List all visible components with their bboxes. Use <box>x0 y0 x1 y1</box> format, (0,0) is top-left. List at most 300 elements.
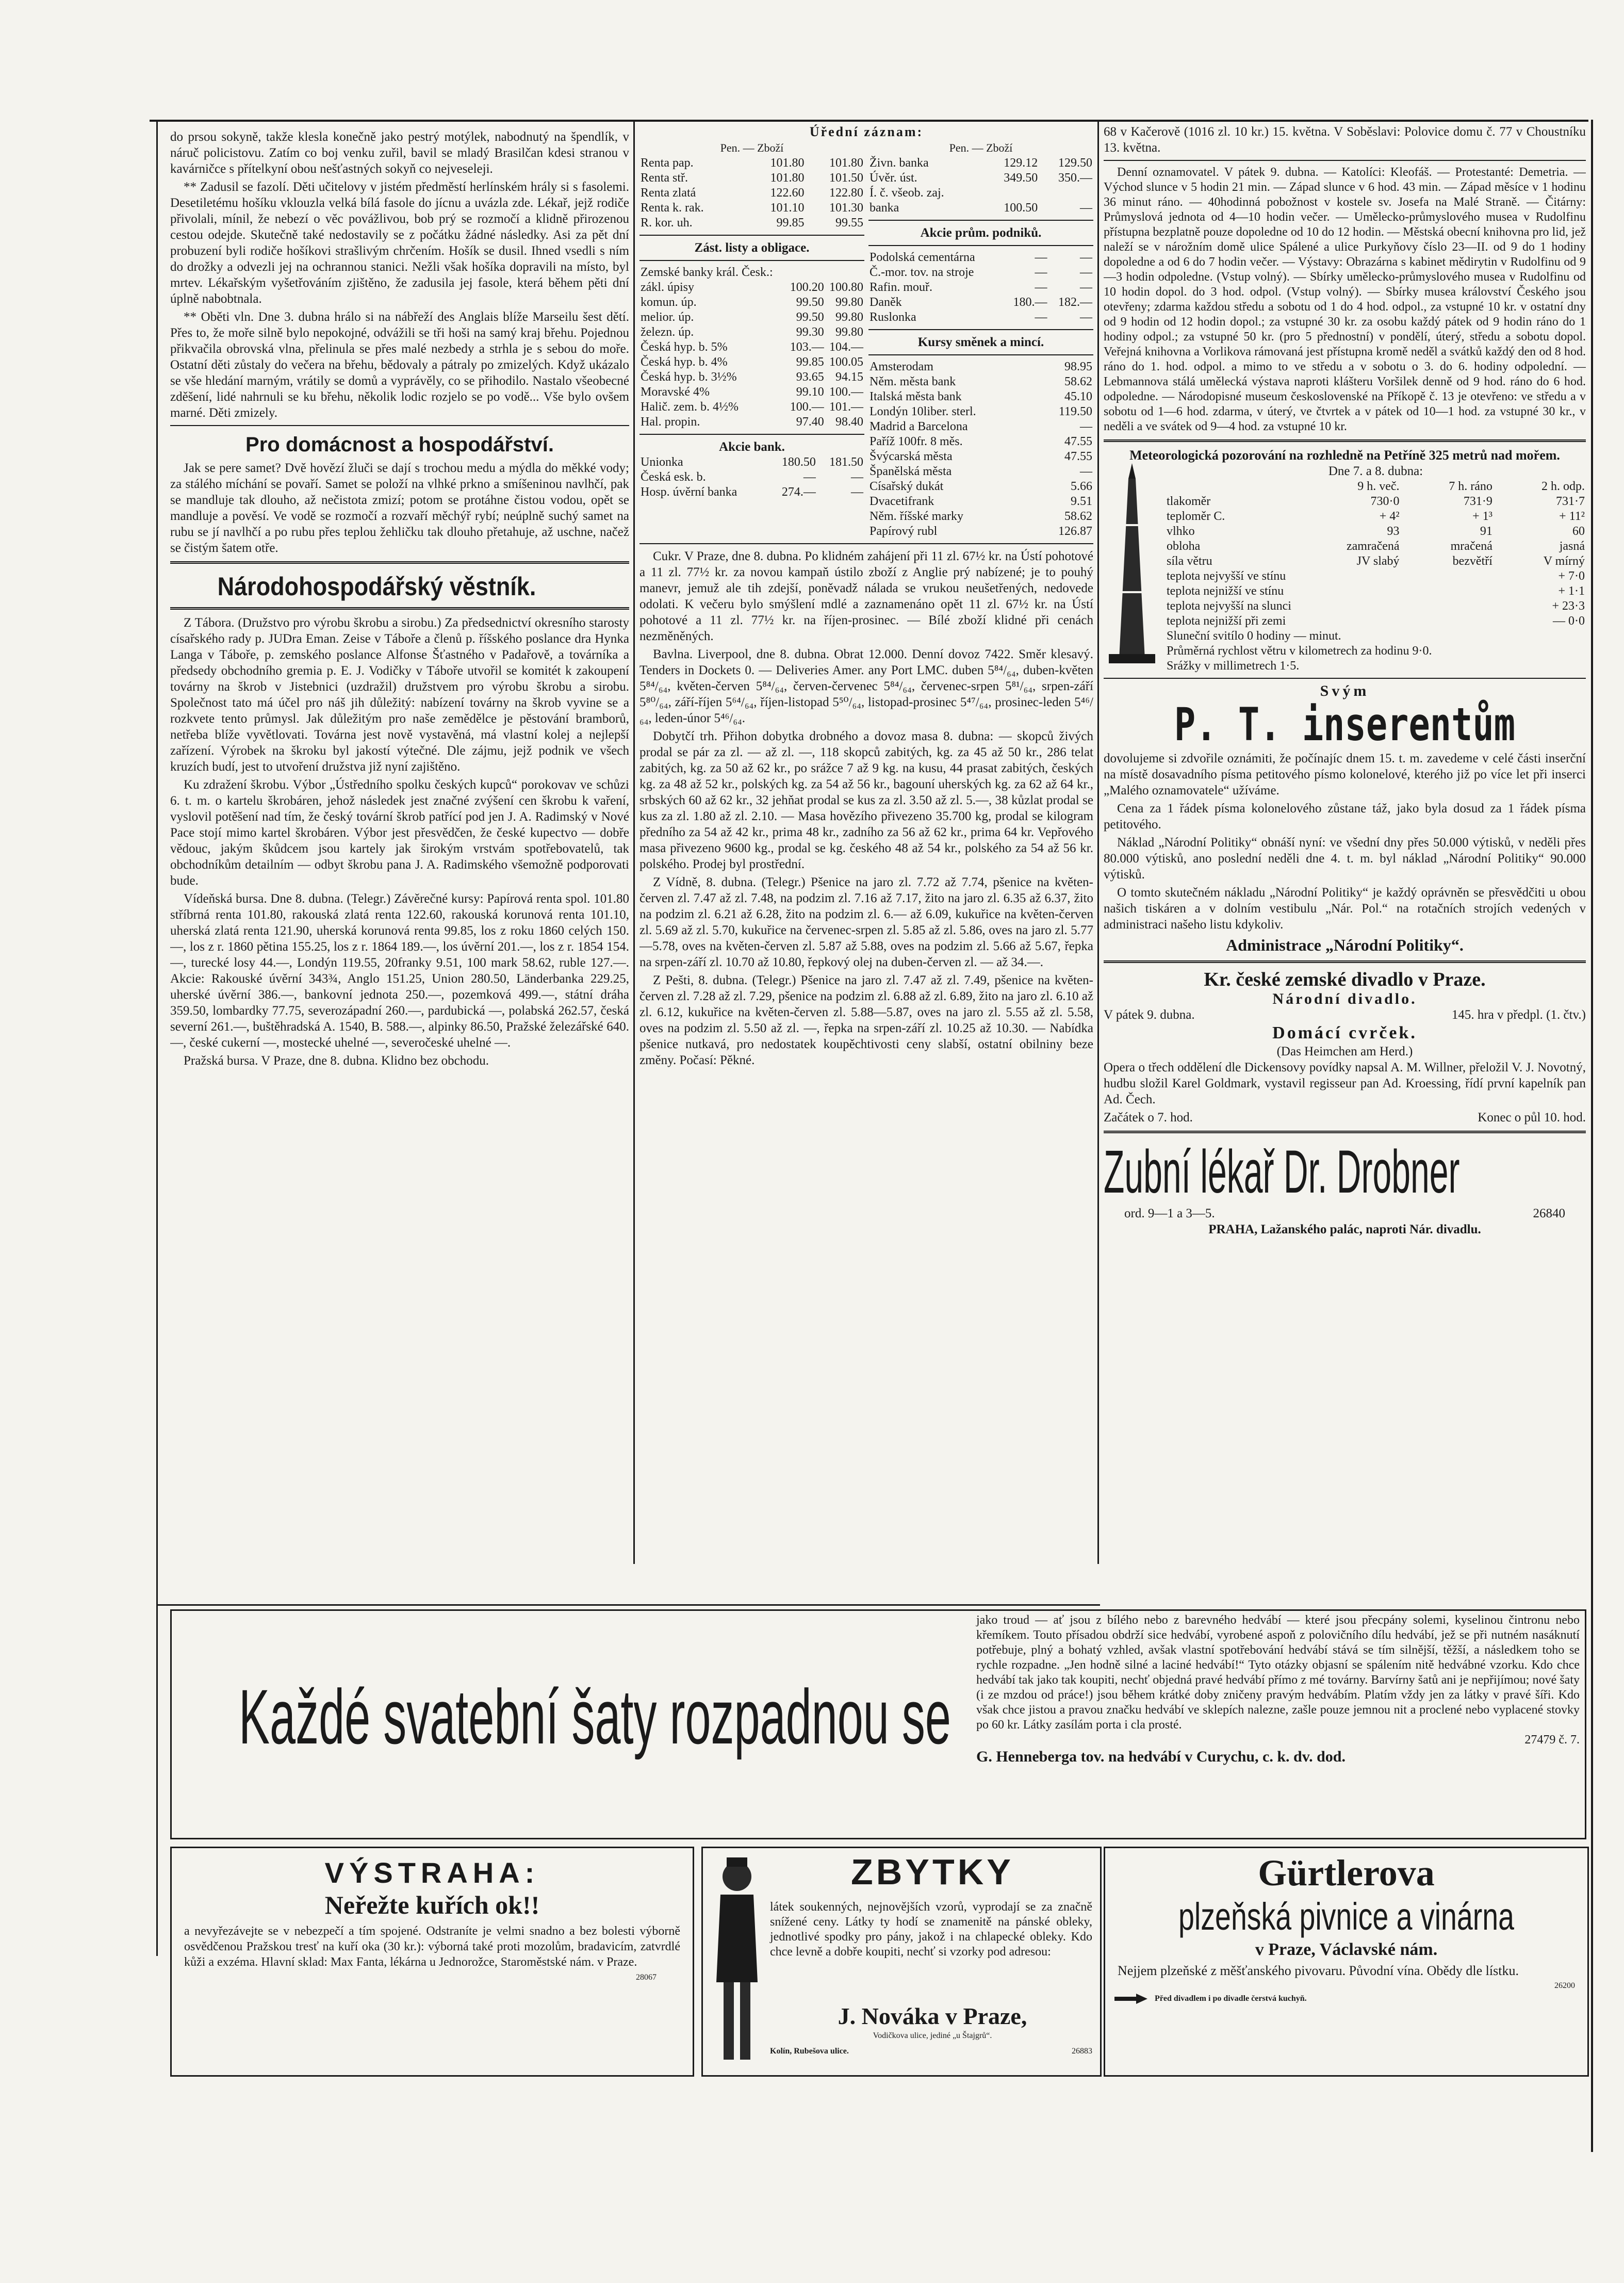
row-label: obloha <box>1167 540 1201 553</box>
divider-col2 <box>1097 120 1099 1564</box>
market-record-title: Úřední záznam: <box>809 124 924 139</box>
daily-notices: Denní oznamovatel. V pátek 9. dubna. — Katolíci: Kleofáš. — Protestanté: Demetria. — Východ slunce v 5 hodin 21 min. — Západ slunce v 6 hod. 43 min. — Západ měsíce v 1 hodinu 36 minut ráno. — 40hodinná pobožnost v kostele sv. Josefa na Malé Straně. — Čitárny: Průmyslová jednota od 4—10 hodin večer. — Umělecko-průmyslového musea v Rudolfinu přístupna bezplatně pouze dopoledne od 10 do 12 hodin. — Městská obecní knihovna pro lid, jež naleží se v nárožním domě ulice Spálené a ulice Purkyňovy číslo 23—II. od 9 do 1 hodiny dopoledne a od 6 do 7 hodin večer. — Výstavy: Obrazárna s kabinet mědirytin v Rudolfinu od 9—3 hodin odpoledne. (Vstup volný). — Sbírky umělecko-průmyslového musea v Rudolfinu od 10 hodin dopol. do 3 hod. odpol. (Vstup volný). — Sbírky musea království Českého jsou otevřeny; zdarma každou středu a sobotu od 1 do 4 hod. odpol., za vstupné 10 kr. v ostatní dny od 9 hodin od 12 hodin dopol.; za vstupné 30 kr. za osobu každý pátek od 9 hodin ráno do 1 hodiny odpol.; za vstupné 50 kr. (pro 5 přednostní) v pondělí, úterý, středu a sobotu dopol. Veřejná knihovna a Vorlikova rámovaná jest přístupna kromě neděl a svátků každý den od 8 hod. ráno do 1. hod. odpol. a mimo to ve středu a v sobotu o 3. do 6. hodiny odpolední. — Lebmannova stálá umělecká výstava naproti klášteru Voršilek denně od 9 hod. ráno do 6 hod. odpoledne. — Národopisné museum československé na Příkopě č. 13 je otevřeno: ve středu a v sobotu od 1—6 hod. zdarma, v úterý, ve čtvrtek a v pátek od 10—1 hod. za vstupné 30 kr., v neděli a ve svátek od 9—4 hod. za vstupné 10 kr. <box>1104 166 1586 433</box>
row-label: Živn. banka <box>870 156 929 170</box>
obligation-row <box>639 370 864 385</box>
divider <box>1104 439 1586 442</box>
wedding-ad-text: jako troud — ať jsou z bílého nebo z barevného hedvábí — které jsou přecpány solemi, kyselinou čintronu nebo křemíkem. Touto přísadou obdrží sice hedvábí, vyrobené aspoň z polovičního dílu hedvábí, jež se při nutném nasáknutí potřebuje, plný a bohatý vzhled, avšak vlastní spotřebování hedvábí stává se tím silnější, těžší, a následkem toho se rychle rozpadne. „Jen hodně silné a laciné hedvábí!“ Tyto otázky objasní se spálením nitě hedvábné vzorku. Kdo chce hedvábí tak jako tak koupiti, nechť objedná pravé hedvábí přímo z mé továrny. Barvírny šatů ani je nepřijímou; nové šaty (i ze mzdou od práce!) jsou během krátké doby zničeny pravým hedvábím. Platím vždy jen za látky v pravé šíři. Kdo však chce jistou a pravou značku hedvábí ve sklepích nalezne, zašle pouze jemnou nit a proclené nebo vyplacené stovky po 60 kr. Látky zasílám porta i cla prosté. <box>976 1613 1580 1732</box>
column-head: Pen. — Zboží <box>720 141 784 154</box>
row-label: Papírový rubl <box>870 525 938 538</box>
row-value: 98.95 <box>1064 360 1092 373</box>
row-value: 99.55 <box>835 216 863 230</box>
bank-share-row <box>639 470 864 485</box>
weather-extra-row <box>1166 659 1586 674</box>
wedding-ad-headline: Každé svatební šaty rozpadnou se <box>239 1673 951 1760</box>
row-value: 101.80 <box>829 156 863 170</box>
row-value: + 23·3 <box>1552 599 1585 613</box>
bank-share-row <box>639 455 864 470</box>
row-label: vlhko <box>1167 525 1195 538</box>
theatre-times <box>1104 1110 1586 1126</box>
row-value: — <box>1035 311 1047 324</box>
bank-row <box>868 186 1093 201</box>
row-value: — <box>1080 281 1092 294</box>
row-value: — <box>851 485 863 499</box>
row-value: 99.50 <box>796 296 824 309</box>
obligation-row <box>639 325 864 340</box>
right-border <box>1591 120 1593 2152</box>
theatre-heading: Kr. české zemské divadlo v Praze. <box>1204 969 1486 990</box>
row-value: + 1·1 <box>1558 584 1585 598</box>
ad-cloth-remnants <box>701 1847 1102 2077</box>
cotton-report: Bavlna. Liverpool, dne 8. dubna. Obrat 12.000. Denní dovoz 7422. Směr klesavý. Tenders in Dockets 0. — Deliveries Amer. any Port LMC. duben 5⁸⁴/₆₄, duben-květen 5⁸⁴/₆₄, květen-červen 5⁸⁴/₆₄, červen-červenec 5⁸⁴/₆₄, červenec-srpen 5⁸¹/₆₄, srpen-září 5⁸⁰/₆₄, září-říjen 5⁶⁴/₆₄, říjen-listopad 5⁵⁰/₆₄, listopad-prosinec 5⁴⁷/₆₄, prosinec-leden 5⁴⁶/₆₄, leden-únor 5⁴⁶/₆₄. <box>639 647 1093 725</box>
row-label: Halič. zem. b. 4½% <box>641 400 739 414</box>
row-label: Česká hyp. b. 4% <box>641 355 728 369</box>
weather-column-head: 2 h. odp. <box>1541 480 1585 493</box>
row-value: 58.62 <box>1064 510 1092 523</box>
row-value: + 7·0 <box>1558 569 1585 583</box>
weather-date: Dne 7. a 8. dubna: <box>1328 464 1423 478</box>
row-value: jasná <box>1559 540 1585 553</box>
divider <box>1104 678 1586 679</box>
divider <box>1104 1131 1586 1133</box>
row-label: Průměrná rychlost větru v kilometrech za hodinu 9·0. <box>1167 644 1432 658</box>
row-value: 99.30 <box>796 325 824 339</box>
row-value: 93 <box>1387 525 1400 538</box>
remnants-ad-footer <box>770 2047 1092 2056</box>
theatre-date: V pátek 9. dubna. <box>1104 1008 1195 1022</box>
sugar-report: Cukr. V Praze, dne 8. dubna. Po klidném zahájení při 11 zl. 67½ kr. na Ústí pohotové a 11 zl. 77½ kr. za novou kampaň ústilo zboží z Anglie prý nabízené; je to pouhý manevr, jemuž ale tih zdejší, poněvadž nálada se vrukou neušetřených, nedovede odolati. K večeru bylo smýšlení mdlé a zaznamenáno opět 11 zl. 67½ kr. na Ústí pohotové a 11 zl. 77½ kr. na říjen-prosinec. — Bílé zboží klidné při cenách nezměněných. <box>639 549 1093 643</box>
weather-extra-row <box>1166 629 1586 644</box>
row-value <box>1537 629 1586 644</box>
row-value: 98.40 <box>835 415 863 429</box>
top-rule <box>150 120 1588 122</box>
theatre-play-original: (Das Heimchen am Herd.) <box>1276 1045 1413 1058</box>
divider <box>1104 160 1586 161</box>
remnants-ad-head: ZBYTKY <box>851 1852 1014 1892</box>
divider <box>639 235 864 236</box>
warning-ad-number: 28067 <box>636 1973 657 1982</box>
row-label: Č.-mor. tov. na stroje <box>870 266 974 279</box>
divider <box>170 607 629 610</box>
dentist-hours-line <box>1104 1205 1586 1221</box>
exchange-row <box>868 524 1093 539</box>
row-value: 100.05 <box>829 355 863 369</box>
row-value: JV slabý <box>1356 555 1400 568</box>
row-value: 101.— <box>829 400 863 414</box>
row-value: 99.80 <box>835 325 863 339</box>
row-label: Rafin. mouř. <box>870 281 932 294</box>
row-value: 122.80 <box>829 186 863 200</box>
remnants-ad-number: 26883 <box>1072 2047 1092 2056</box>
wedding-ad-code: 27479 č. 7. <box>1524 1733 1580 1747</box>
weather-data <box>1160 463 1586 674</box>
row-value: 731·9 <box>1463 495 1492 508</box>
weather-extra-row <box>1166 614 1586 629</box>
row-label: teplota nejvyšší ve stínu <box>1167 569 1286 583</box>
row-value: — <box>851 470 863 484</box>
economy-tabor: Z Tábora. (Družstvo pro výrobu škrobu a sirobu.) Za předsednictví okresního starosty císařského rady p. JUDra Eman. Zeise v Táboře a členů p. říšského poslance dra Hynka Langa v Táboře, p. zemského poslance Alfonse Šťastného v Padařově, a továrníka a předsedy obchodního gremia p. E. J. Vodičky v Táboře utvořil se komitét k zakoupení továrny na škrob v Jistebnici (uzdražil) družstvem pro výrobu škrobu a sirobu. Společnost tato má účel pro náš jih důležitý: nabízení továrny na škrob vyvine se a rozkvete tento průmysl. Jak důležitým pro naše zemědělce je pěstování bramborů, netřeba blíže vyvětlovati. Továrna jest nově vystavěná, má vlastní kolej a nejlepší zařízení. Výrobek na škroku byl jakostí výtečné. Dle zájmu, jejž podnik ve všech kruzích budí, jest to utvoření družstva již nyní zajištěno. <box>170 616 629 774</box>
row-value: + 1³ <box>1472 510 1492 523</box>
exchange-row <box>868 494 1093 509</box>
row-label: banka <box>870 201 899 215</box>
industry-row <box>868 295 1093 310</box>
ad-gurtler-pub <box>1104 1847 1589 2077</box>
warning-ad-text: a nevyřezávejte se v nebezpečí a tím spojené. Odstraníte je velmi snadno a bez bolesti výborně osvědčenou Pražskou tresť na kuří oka (30 kr.): výborná také proti mozolům, bradavicím, zatvrdlé kůži a exzéma. Hlavní sklad: Max Fanta, lékárna u Jednorožce, Staroměstské nám. v Praze. <box>184 1925 680 1969</box>
row-label: Hal. propin. <box>641 415 700 429</box>
row-value: — <box>1080 266 1092 279</box>
gurtler-ad-number: 26200 <box>1554 1981 1575 1990</box>
row-value: 101.30 <box>829 201 863 215</box>
row-value: 101.50 <box>829 171 863 185</box>
exchange-row <box>868 509 1093 524</box>
row-value: 93.65 <box>796 370 824 384</box>
row-label: Madrid a Barcelona <box>870 420 968 433</box>
row-value: zamračená <box>1346 540 1400 553</box>
bond-row <box>639 156 864 171</box>
weather-extra-row <box>1166 584 1586 599</box>
row-value: V mírný <box>1543 555 1585 568</box>
weather-row <box>1166 494 1586 509</box>
row-value: 100.— <box>829 385 863 399</box>
obligation-row <box>639 295 864 310</box>
row-label: Dvacetifrank <box>870 495 934 508</box>
weather-row <box>1166 539 1586 554</box>
section-heading-economy: Národohospodářský věstník. <box>217 572 536 601</box>
inserents-text-3: Náklad „Národní Politiky“ obnáší nyní: ve všední dny přes 50.000 výtisků, v neděli přes 80.000 výtisků, ano poslední neděli dne 4. t. m. byl náklad „Národní Politiky“ 90.000 výtisků. <box>1104 836 1586 882</box>
row-label: Renta k. rak. <box>641 201 704 215</box>
industry-rows <box>868 250 1093 325</box>
economy-prague-exchange: Pražská bursa. V Praze, dne 8. dubna. Klidno bez obchodu. <box>184 1054 489 1068</box>
middle-column <box>639 124 1093 1604</box>
row-value: 181.50 <box>829 455 863 469</box>
warning-ad-sub: Neřežte kuřích ok!! <box>324 1890 540 1919</box>
row-label: Daněk <box>870 296 902 309</box>
obligation-row <box>639 385 864 400</box>
remnants-ad-branch: Kolín, Rubešova ulice. <box>770 2047 849 2056</box>
weather-column-head: 9 h. več. <box>1357 480 1400 493</box>
row-value: 349.50 <box>1004 171 1038 185</box>
bond-rows <box>639 156 864 231</box>
row-value: 94.15 <box>835 370 863 384</box>
row-label: Renta pap. <box>641 156 694 170</box>
man-figure-icon <box>706 1853 768 2070</box>
exchange-row <box>868 419 1093 434</box>
remnants-ad-text: látek soukenných, nejnovějších vzorů, vyprodají se za značně snížené ceny. Látky ty hodí se znamenitě na pánské obleky, jednotlivé spodky pro pány, jakož i na chlapecké obleky. Kdo chce levně a dobře koupiti, nechť si vzorky pod adresou: <box>770 1900 1092 1959</box>
remnants-ad-address: Vodičkova ulice, jediné „u Štajgrů“. <box>873 2031 992 2040</box>
row-value: 99.10 <box>796 385 824 399</box>
theatre-end: Konec o půl 10. hod. <box>1478 1111 1586 1124</box>
remnants-ad-firm: J. Nováka v Praze, <box>838 2003 1027 2029</box>
row-value: 731·7 <box>1556 495 1585 508</box>
ad-warning-corns <box>170 1847 694 2077</box>
bond-row <box>639 216 864 231</box>
obligation-row <box>639 340 864 355</box>
row-value: 180.— <box>1013 296 1047 309</box>
row-value: 274.— <box>781 485 816 499</box>
bank-rows <box>868 156 1093 216</box>
obligation-row <box>639 400 864 415</box>
story-waves: ** Oběti vln. Dne 3. dubna hrálo si na nábřeží des Anglais blíže Marseilu šest dětí. Přes to, že moře silně bylo nepokojné, odvážili se tři hoši na samý kraj břehu. Pojednou přikvačila obrovská vlna, přelinula se přes malé nezbedy a strhla je s sebou do moře. Ostatní děti zůstaly do večera na břehu, bědovaly a pátraly po zmizelých. Když ukázalo se vše hledání marným, vrátily se domů a vyprávěly, co se přihodilo. Nastalo všeobecné zděšení, lidé nahrnuli se ku břehu, několik lodic rozjelo se po vodě... Vše bylo ovšem marné. Děti zmizely. <box>170 310 629 420</box>
industry-row <box>868 265 1093 280</box>
bond-row <box>639 186 864 201</box>
row-value: 60 <box>1572 525 1585 538</box>
divider <box>868 245 1093 246</box>
row-value: 129.50 <box>1058 156 1092 170</box>
row-label: Zemské banky král. Česk.: <box>641 266 773 279</box>
row-label: teplota nejnižší při zemi <box>1167 614 1286 628</box>
row-label: Něm. říšské marky <box>870 510 963 523</box>
row-value: 100.— <box>790 400 824 414</box>
ad-kicker: Svým <box>1320 682 1370 699</box>
exchange-row <box>868 404 1093 419</box>
divider <box>639 260 864 261</box>
weather-extra-row <box>1166 644 1586 659</box>
row-label: Podolská cementárna <box>870 251 975 264</box>
divider <box>1104 960 1586 963</box>
row-value: 99.50 <box>796 311 824 324</box>
gurtler-ad-head: Gürtlerova <box>1258 1852 1435 1894</box>
exchange-row <box>868 449 1093 464</box>
industry-row <box>868 250 1093 265</box>
obligation-rows <box>639 265 864 430</box>
row-value: 180.50 <box>781 455 816 469</box>
theatre-number: 145. hra v předpl. (1. čtv.) <box>1451 1008 1586 1022</box>
inserents-text-1: dovolujeme si zdvořile oznámiti, že počínajíc dnem 15. t. m. zavedeme v celé části inserční na místě dosavadního písma petitového písmo kolonelové, kterého již po více let při inserci „Malého oznamovatele“ užíváme. <box>1104 752 1586 797</box>
row-value: 101.10 <box>770 201 805 215</box>
dentist-number: 26840 <box>1533 1206 1565 1220</box>
inserents-signature: Administrace „Národní Politiky“. <box>1226 936 1464 954</box>
obligation-row <box>639 310 864 325</box>
row-label: Švýcarská města <box>870 450 953 463</box>
row-value: 119.50 <box>1058 405 1092 418</box>
inserents-text-4: O tomto skutečném nákladu „Národní Politiky“ je každý oprávněn se přesvědčiti u obou našich tiskáren a v dolním vestibulu „Nár. Pol.“ na rotačních strojích vedených v administraci našeho listu kdykoliv. <box>1104 886 1586 932</box>
bank-share-rows <box>639 455 864 500</box>
row-label: Úvěr. úst. <box>870 171 917 185</box>
row-value: 730·0 <box>1370 495 1400 508</box>
row-label: železn. úp. <box>641 325 694 339</box>
left-border <box>156 120 158 1956</box>
right-column <box>1104 124 1586 1599</box>
economy-vienna-exchange: Vídeňská bursa. Dne 8. dubna. (Telegr.) Závěrečné kursy: Papírová renta spol. 101.80 stříbrná renta 101.80, rakouská zlatá renta 122.60, rakouská korunová renta 101.10, uherská zlatá renta 121.90, uherská korunová renta 99.85, los z roku 1860 celých 150.—, los z r. 1860 pětina 155.25, los z r. 1864 189.—, los úvěrní 201.—, los z r. 1854 154.—, turecké losy 44.—, Londýn 119.55, 20franky 9.51, 100 mark 58.62, ruble 127.—. Akcie: Rakouské úvěrní 343¾, Anglo 151.25, Union 280.50, Länderbanka 229.25, uherské úvěrní 386.—, bankovní jednota 250.—, pozemková 499.—, státní dráha 359.50, lombardky 77.75, severozápadní 260.—, pardubická —, polabská 262.57, česká severní 261.—, buštěhradská A. 1540, B. 588.—, alpinky 86.50, Pražské železářské 640.—, české cukerní —, mostecké uhelné —, severočeské uhelné —. <box>170 892 629 1050</box>
row-value: — <box>1035 251 1047 264</box>
inserents-heading: P. T. inserentům <box>1174 698 1516 751</box>
row-label: Hosp. úvěrní banka <box>641 485 737 499</box>
exchange-row <box>868 374 1093 389</box>
exchange-row <box>868 464 1093 479</box>
row-value: + 11² <box>1559 510 1585 523</box>
pest-grain: Z Pešti, 8. dubna. (Telegr.) Pšenice na jaro zl. 7.47 až zl. 7.49, pšenice na květen-červen zl. 7.28 až zl. 7.29, pšenice na podzim zl. 6.88 až zl. 6.89, žito na jaro zl. 6.10 až zl. 6.12, kukuřice na květen-červen zl. 5.88—5.87, oves na jaro zl. 5.55 až zl. 5.58, oves na podzim zl. 5.50 až zl. —, řepka na srpen-září zl. 10.25 až 10.30. — Nabídka pšenice nutkavá, pro nedostatek koupěchtivosti ceny slabší, ostatní obilniny beze změny. Počasí: Pěkné. <box>639 973 1093 1067</box>
row-value: 9.51 <box>1071 495 1092 508</box>
row-label: Moravské 4% <box>641 385 710 399</box>
row-label: Unionka <box>641 455 683 469</box>
row-label: Italská města bank <box>870 390 962 403</box>
row-label: tlakoměr <box>1167 495 1211 508</box>
row-label: síla větru <box>1167 555 1212 568</box>
row-label: Něm. města bank <box>870 375 956 388</box>
divider <box>868 220 1093 221</box>
obligation-row <box>639 415 864 430</box>
row-label: Ruslonka <box>870 311 916 324</box>
row-value <box>825 265 864 280</box>
row-label: Renta zlatá <box>641 186 696 200</box>
obligation-row <box>639 265 864 280</box>
sub-heading-industry: Akcie prům. podniků. <box>920 226 1042 240</box>
gurtler-ad-text: Nejjem plzeňské z měšťanského pivovaru. Původní vína. Obědy dle lístku. <box>1118 1963 1519 1978</box>
row-label: Česká hyp. b. 5% <box>641 340 728 354</box>
row-label: R. kor. uh. <box>641 216 693 230</box>
industry-row <box>868 280 1093 295</box>
row-value: mračená <box>1450 540 1492 553</box>
row-label: Česká esk. b. <box>641 470 706 484</box>
column-head: Pen. — Zboží <box>949 141 1013 154</box>
bank-row <box>868 171 1093 186</box>
row-value: 47.55 <box>1064 450 1092 463</box>
row-value: bezvětří <box>1452 555 1492 568</box>
gurtler-ad-sub: plzeňská pivnice a vinárna <box>1178 1895 1514 1938</box>
pointing-hand-icon <box>1113 1991 1150 2007</box>
gurtler-ad-note: Před divadlem i po divadle čerstvá kuchyň. <box>1155 1994 1307 2003</box>
row-label: Renta stř. <box>641 171 688 185</box>
row-label: Španělská města <box>870 465 952 478</box>
left-column <box>170 129 629 1604</box>
exchange-row <box>868 389 1093 404</box>
divider <box>170 561 629 564</box>
divider <box>170 425 629 426</box>
cattle-market: Dobytčí trh. Přihon dobytka drobného a dovoz masa 8. dubna: — skopců živých prodal se pár za zl. — až zl. —, 118 skopců zabitých, kg. za 45 až 50 kr., 286 telat zabitých, kg. za 50 až 62 kr., po srážce 7 až 9 kg. na kusu, 44 prasat zabitých, českých kg. za 48 až 52 kr., polských kg. za 54 až 56 kr., bagouní uherských kg. za 62 až 64 kr., srbských 60 až 62 kr., 32 jehňat prodal se kus za zl. 3.50 až zl. 5.—, 38 kůzlat prodal se kus za zl. 1.80 až zl. 2.10. — Masa hovězího přivezeno 35.700 kg, prodal se kilogram předního za 54 až 42 kr., prima 48 kr., zadního za 56 až 62 kr., prima 64 kr. Vepřového masa přivezeno 9600 kg., prodal se kg. českého 48 až 54 kr., polského za 54 až 56 kr. polského. Prodej byl prostřední. <box>639 729 1093 871</box>
weather-block <box>1104 463 1586 674</box>
weather-row <box>1166 524 1586 539</box>
row-value <box>786 265 825 280</box>
dentist-heading: Zubní lékař Dr. Drobner <box>1104 1138 1460 1206</box>
theatre-play-title: Domácí cvrček. <box>1272 1023 1417 1042</box>
theatre-dateline <box>1104 1007 1586 1023</box>
divider <box>639 543 1093 544</box>
row-value: 129.12 <box>1004 156 1038 170</box>
row-label: teplota nejvyšší na slunci <box>1167 599 1291 613</box>
divider-col1 <box>633 120 635 1564</box>
row-value: 101.80 <box>770 171 805 185</box>
row-value: — <box>1080 465 1092 478</box>
ad-wedding-dresses <box>170 1609 1586 1839</box>
row-label: Česká hyp. b. 3½% <box>641 370 737 384</box>
weather-column-head: 7 h. ráno <box>1449 480 1492 493</box>
row-value: 5.66 <box>1071 480 1092 493</box>
gurtler-ad-note-line <box>1105 1991 1587 2007</box>
weather-row <box>1166 509 1586 524</box>
divider <box>868 329 1093 330</box>
row-value: — <box>803 470 816 484</box>
row-value: 99.85 <box>796 355 824 369</box>
row-label: Londýn 10liber. sterl. <box>870 405 976 418</box>
row-value: — <box>1080 201 1092 215</box>
warning-ad-head: VÝSTRAHA: <box>324 1856 540 1889</box>
bond-row <box>639 201 864 216</box>
section-heading-household: Pro domácnost a hospodářství. <box>245 433 554 456</box>
market-table-left <box>639 140 864 539</box>
row-value: + 4² <box>1379 510 1400 523</box>
obligation-row <box>639 280 864 295</box>
divider <box>639 434 864 435</box>
obligation-row <box>639 355 864 370</box>
dentist-hours: ord. 9—1 a 3—5. <box>1124 1206 1215 1220</box>
row-value: 182.— <box>1058 296 1092 309</box>
market-tables <box>639 140 1093 539</box>
sub-heading-bank-shares: Akcie bank. <box>719 440 785 454</box>
row-label: Í. č. všeob. zaj. <box>870 186 944 200</box>
row-value: — <box>1080 251 1092 264</box>
row-value <box>1537 659 1586 674</box>
row-value: 91 <box>1480 525 1492 538</box>
row-value: 100.20 <box>790 281 824 294</box>
economy-starch: Ku zdražení škrobu. Výbor „Ústředního spolku českých kupců“ porokovav ve schůzi 6. t. m. o kartelu škrobáren, jehož následek jest značné zvýšení cen škrobu k vaření, vyslovil potěšení nad tím, že český tovární škrob patřící pod jen J. A. Radimský v Nové Pace stojí mimo kartel škrobáren. Výbor jest přesvědčen, že české kupectvo — dobře vědouc, jakým škůdcem jsou kartely jak širokým vrstvám spotřebovatelů, tak obchodníkům detailním — odbyt škrobu pana J. A. Radimského všemožně podporovati bude. <box>170 778 629 888</box>
row-label: Císařský dukát <box>870 480 944 493</box>
row-value <box>985 186 1039 201</box>
exchange-row <box>868 360 1093 374</box>
sub-heading-exchange: Kursy směnek a mincí. <box>917 335 1044 349</box>
row-value: 100.80 <box>829 281 863 294</box>
weather-extra-row <box>1166 569 1586 584</box>
row-value: — <box>1080 311 1092 324</box>
theatre-start: Začátek o 7. hod. <box>1104 1111 1193 1124</box>
inserents-text-2: Cena za 1 řádek písma kolonelového zůstane táž, jako byla dosud za 1 řádek písma petitového. <box>1104 802 1586 831</box>
row-value: — <box>1035 281 1047 294</box>
gurtler-ad-place: v Praze, Václavské nám. <box>1255 1940 1438 1959</box>
wedding-ad-signature: G. Henneberga tov. na hedvábí v Curychu, c. k. dv. dod. <box>976 1748 1346 1765</box>
weather-extra-row <box>1166 599 1586 614</box>
row-value: 99.85 <box>776 216 805 230</box>
weather-extra <box>1166 569 1586 674</box>
story-continued: do prsou sokyně, takže klesla konečně jako pestrý motýlek, nabodnutý na špendlík, v náruč policistovu. Zatím co boj venku zuřil, bavil se mladý Brasilčan kdesi stranou v kavárničce s přítelkyní obou nešťastných sokyň co nejveseleji. <box>170 130 629 176</box>
bank-share-row <box>639 485 864 500</box>
row-value: 103.— <box>790 340 824 354</box>
row-label: zákl. úpisy <box>641 281 694 294</box>
row-value <box>1039 186 1093 201</box>
row-label: melior. úp. <box>641 311 694 324</box>
row-value: — 0·0 <box>1553 614 1585 628</box>
bank-row <box>868 201 1093 216</box>
exchange-rows <box>868 360 1093 539</box>
row-value: 101.80 <box>770 156 805 170</box>
row-label: Amsterodam <box>870 360 933 373</box>
auction-notice: 68 v Kačerově (1016 zl. 10 kr.) 15. května. V Soběslavi: Polovice domu č. 77 v Choustníku 13. května. <box>1104 125 1586 155</box>
story-bean: ** Zadusil se fazolí. Děti učitelovy v jistém předměstí herlínském hrály si s fasolemi. Desetiletému hošíku vklouzla velká bílá fasole do jícnu a uvázla zde. Lékař, jejž rodiče přivolali, mínil, že nebezí o věc povážlivou, bob prý se rozmočí a klidně přirozenou cestou odejde. Skutečně také nedostavily se z počátku žádné následky. Asi za pět dní probuzení byli rodiče hošíkovi strašlivým chrčením. Hošík se dusil. Ihned vsedli s ním do drožky a odvezli jej na ochrannou stanici. Nežli však hošíka dopravili na místo, byl mrtev. Lékařským vyšetřováním zjištěno, že zadusila jej fasole, která během pěti dní úplně nabobtnala. <box>170 180 629 306</box>
vienna-grain: Z Vídně, 8. dubna. (Telegr.) Pšenice na jaro zl. 7.72 až 7.74, pšenice na květen-červen zl. 7.47 až zl. 7.48, na podzim zl. 7.16 až 7.17, žito na jaro zl. 6.35 až 6.37, žito na podzim zl. 6.21 až 6.28, žito na podzim zl. 6.— až 6.09, kukuřice na květen-červen zl. 5.69 až zl. 5.70, kukuřice na červenec-srpen zl. 5.85 až zl. 5.86, oves na jaro zl. 5.77—5.78, oves na květen-červen zl. 5.87 až 5.88, oves na podzim zl. 5.66 až 5.67, řepka na srpen-září zl. 10.70 až 10.80, řepkový olej na duben-červen zl. — až 34.—. <box>639 875 1093 969</box>
theatre-description: Opera o třech oddělení dle Dickensovy povídky napsal A. M. Willner, přeložil V. J. Novotný, hudbu složil Karel Goldmark, vystavil regisseur pan Ad. Kroessing, řídí první kapelník pan Ad. Čech. <box>1104 1061 1586 1106</box>
row-value: 126.87 <box>1058 525 1092 538</box>
row-value: 100.50 <box>1004 201 1038 215</box>
row-value: 47.55 <box>1064 435 1092 448</box>
row-label: komun. úp. <box>641 296 697 309</box>
household-velvet: Jak se pere samet? Dvě hovězí žluči se dají s trochou medu a mýdla do měkké vody; za stálého míchání se povaří. Samet se položí na vlhké prkno a smíšeninou navlhčí, pak se mandluje tak dlouho, až nečistota zmizí; potom se protáhne čistou vodou, opět se mandluje a pověsí. Ve vodě se rozmočí a rozvaří měchýř rybí; neúplně suchý samet na rubu se jí navlhčí a po rubu přes teplou žehličku tak dlouho přetahuje, až uschne, načež se čistým šatem otře. <box>170 461 629 555</box>
theatre-subheading: Národní divadlo. <box>1272 990 1417 1007</box>
exchange-row <box>868 479 1093 494</box>
rule-above-ads <box>156 1604 1100 1606</box>
weather-table <box>1166 479 1586 569</box>
row-value: — <box>1080 420 1092 433</box>
row-value: — <box>1035 266 1047 279</box>
dentist-address: PRAHA, Lažanského palác, naproti Nár. divadlu. <box>1208 1222 1481 1236</box>
row-label: Sluneční svitílo 0 hodiny — minut. <box>1167 629 1341 643</box>
divider <box>868 354 1093 355</box>
bank-row <box>868 156 1093 171</box>
row-value <box>1537 644 1586 659</box>
sub-heading-obligations: Zást. listy a obligace. <box>694 241 810 255</box>
row-label: teplota nejnižší ve stínu <box>1167 584 1284 598</box>
row-value: 45.10 <box>1064 390 1092 403</box>
weather-row <box>1166 554 1586 569</box>
bond-row <box>639 171 864 186</box>
row-label: Paříž 100fr. 8 měs. <box>870 435 963 448</box>
petrin-tower-icon <box>1104 463 1160 664</box>
